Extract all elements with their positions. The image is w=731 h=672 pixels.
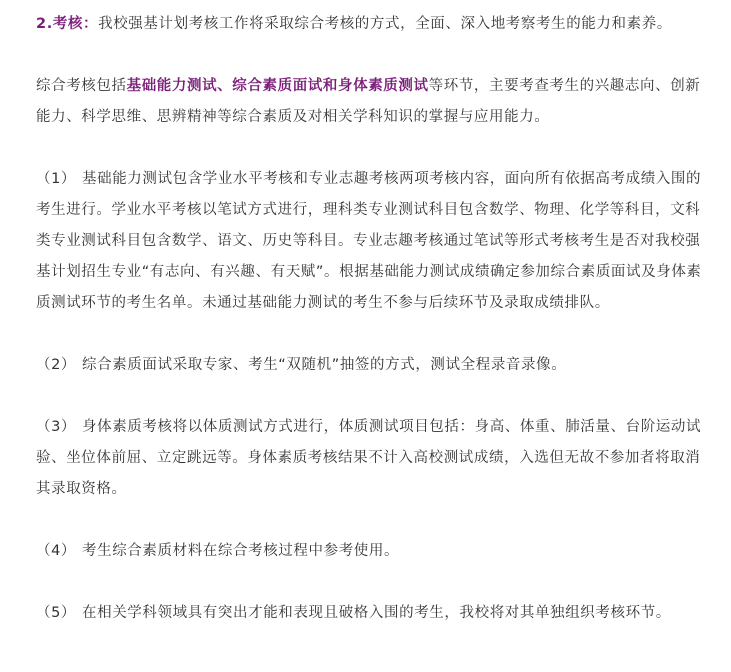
paragraph-spacer xyxy=(36,381,707,412)
overview-paragraph xyxy=(36,71,707,133)
item-number: （5） xyxy=(36,605,77,621)
item-text: 身体素质考核将以体质测试方式进行，体质测试项目包括：身高、体重、肺活量、台阶运动试验、坐位体前屈、立定跳远等。身体素质考核结果不计入高校测试成绩，入选但无故不参加者将取消其录取资格。 xyxy=(36,419,702,497)
paragraph-spacer xyxy=(36,319,707,350)
item-paragraph-2 xyxy=(36,350,707,381)
item-paragraph-3 xyxy=(36,412,707,505)
item-text: 基础能力测试包含学业水平考核和专业志趣考核两项考核内容，面向所有依据高考成绩入围的考生进行。学业水平考核以笔试方式进行，理科类专业测试科目包含数学、物理、化学等科目，文科类专业测试科目包含数学、语文、历史等科目。专业志趣考核通过笔试等形式考核考生是否对我校强基计划招生专业“有志向、有兴趣、有天赋”。根据基础能力测试成绩确定参加综合素质面试及身体素质测试环节的考生名单。未通过基础能力测试的考生不参与后续环节及录取成绩排队。 xyxy=(36,171,702,311)
item-paragraph-1 xyxy=(36,164,707,319)
item-number: （2） xyxy=(36,357,77,373)
item-text: 综合素质面试采取专家、考生“双随机”抽签的方式，测试全程录音录像。 xyxy=(82,357,567,373)
item-text: 考生综合素质材料在综合考核过程中参考使用。 xyxy=(82,543,400,559)
section-intro-text: 我校强基计划考核工作将采取综合考核的方式，全面、深入地考察考生的能力和素养。 xyxy=(98,16,672,32)
paragraph-spacer xyxy=(36,40,707,71)
overview-suffix: 等环节，主要考查考生的兴趣志向、创新能力、科学思维、思辨精神等综合素质及对相关学科知识的掌握与应用能力。 xyxy=(36,78,701,125)
paragraph-spacer xyxy=(36,133,707,164)
paragraph-spacer xyxy=(36,505,707,536)
overview-prefix: 综合考核包括 xyxy=(36,78,127,94)
item-text: 在相关学科领域具有突出才能和表现且破格入围的考生，我校将对其单独组织考核环节。 xyxy=(82,605,671,621)
overview-highlight: 基础能力测试、综合素质面试和身体素质测试 xyxy=(126,78,429,94)
section-title: 2.考核： xyxy=(36,16,99,32)
item-number: （4） xyxy=(36,543,77,559)
item-number: （3） xyxy=(36,419,77,435)
item-paragraph-5 xyxy=(36,598,707,629)
section-intro xyxy=(36,9,707,40)
item-number: （1） xyxy=(36,171,77,187)
paragraph-spacer xyxy=(36,567,707,598)
item-paragraph-4 xyxy=(36,536,707,567)
